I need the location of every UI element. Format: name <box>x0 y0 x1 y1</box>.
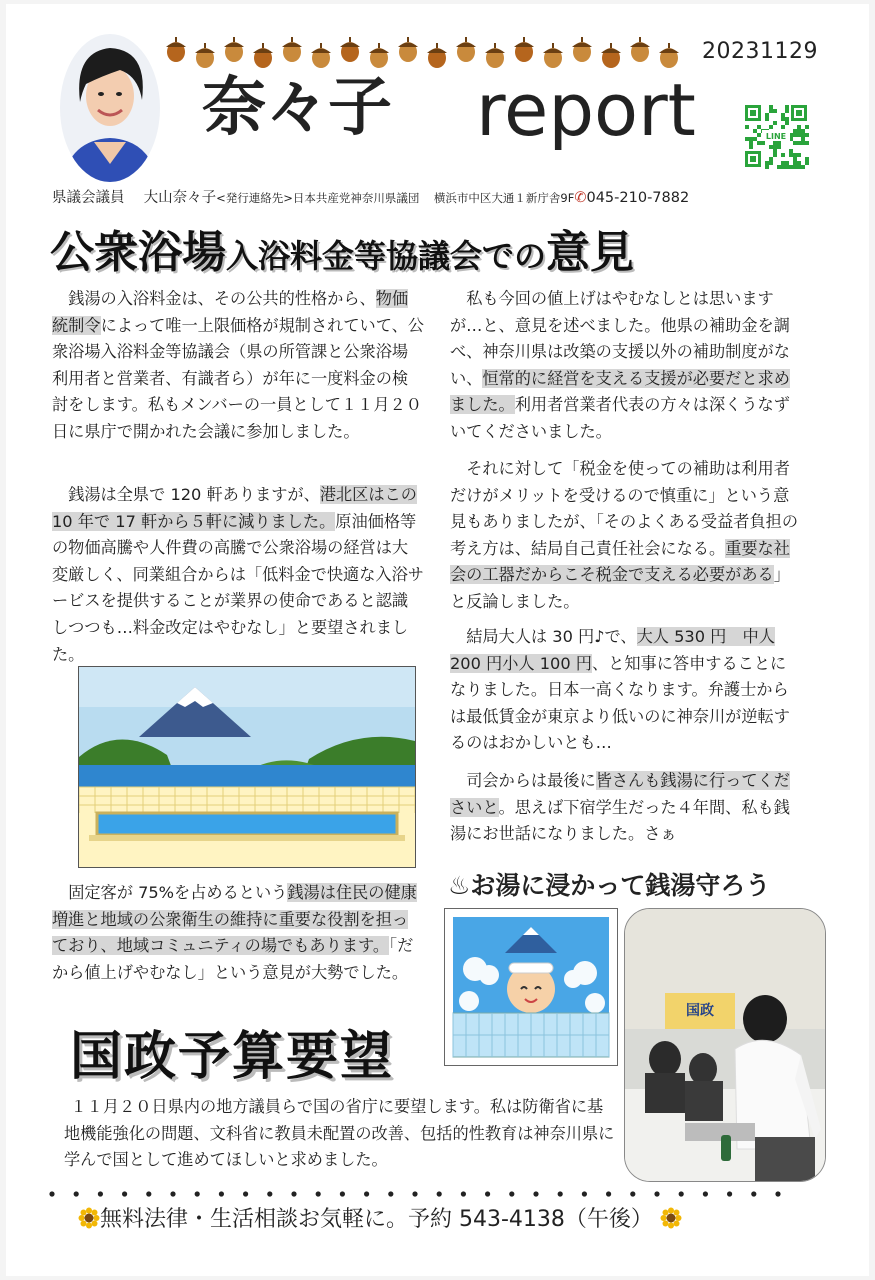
article2-body: １１月２０日県内の地方議員らで国の省庁に要望します。私は防衛省に基地機能強化の問題、文科省に教員未配置の改善、包括的性教育は神奈川県に学んで国として進めてほしいと求めました。 <box>64 1097 615 1170</box>
issue-date: 20231129 <box>702 39 818 64</box>
footer-consultation <box>78 1202 682 1233</box>
sento-slogan: ♨お湯に浸かって銭湯守ろう <box>448 871 771 900</box>
article2-heading: 国政予算要望 <box>70 1027 395 1087</box>
line-qr-code[interactable] <box>742 102 810 170</box>
photo-banner-text: 国政 <box>686 1003 714 1019</box>
contact-line <box>52 186 689 207</box>
author-portrait <box>58 30 162 182</box>
meeting-photo <box>624 908 826 1182</box>
address: 横浜市中区大通１新庁舎9F <box>433 191 575 205</box>
child-bathing-illustration <box>444 908 618 1066</box>
newsletter-title-jp: 奈々子 <box>202 71 391 145</box>
newsletter-page <box>6 4 869 1276</box>
dotted-divider <box>46 1188 786 1200</box>
article1-para5: それに対して「税金を使っての補助は利用者だけがメリットを受けるので慎重に」という意見もありましたが、「そのよくある受益者負担の考え方は、結局自己責任社会になる。重要な社会の工器だからこそ税金で支える必要がある」と反論しました。 <box>450 459 799 611</box>
article1-para7: 司会からは最後に皆さんも銭湯に行ってくださいと。思えば下宿学生だった４年間、私も銭湯にお世話になりました。さぁ <box>450 771 790 844</box>
article1-para2: 銭湯は全県で 120 軒ありますが、港北区はこの 10 年で 17 軒から５軒に減りました。原油価格等の物価高騰や人件費の高騰で公衆浴場の経営は大変厳しく、同業組合からは「低料金で快適な入浴サービスを提供することが業界の使命であると認識しつつも…料金改定はやむなし」と要望されました。 <box>52 485 424 664</box>
organization: 日本共産党神奈川県議団 <box>292 191 420 205</box>
phone-number: 045-210-7882 <box>586 190 690 206</box>
article1-para4: 私も今回の値上げはやむなしとは思いますが…と、意見を述べました。他県の補助金を調べ、神奈川県は改築の支援以外の補助制度がない、恒常的に経営を支える支援が必要だと求めました。利用者営業者代表の方々は深くうなずいてくださいました。 <box>450 289 790 441</box>
newsletter-title-en: report <box>476 68 696 152</box>
article1-para3: 固定客が 75%を占めるという銭湯は住民の健康増進と地域の公衆衛生の維持に重要な役割を担っており、地域コミュニティの場でもあります。「だから値上げやむなし」という意見が大勢でした。 <box>52 883 417 982</box>
qr-label: LINE <box>765 132 787 141</box>
sunflower-icon <box>660 1207 682 1229</box>
bathhouse-mural-illustration <box>78 666 416 868</box>
role: 県議会議員 <box>52 190 125 206</box>
article1-para6: 結局大人は 30 円♪で、大人 530 円 中人 200 円小人 100 円、と知事に答申することになりました。日本一高くなります。弁護士からは最低賃金が東京より低いのに神奈川が逆転するのはおかしいとも… <box>450 627 790 753</box>
phone-icon: ✆ <box>574 190 587 206</box>
sunflower-icon <box>78 1207 100 1229</box>
publisher-tag: <発行連絡先> <box>216 191 293 205</box>
acorn-decoration <box>166 32 686 72</box>
author-name: 大山奈々子 <box>143 190 217 206</box>
article1-para1: 銭湯の入浴料金は、その公共的性格から、物価統制令によって唯一上限価格が規制されていて、公衆浴場入浴料金等協議会（県の所管課と公衆浴場利用者と営業者、有識者ら）が年に一度料金の検討をします。私もメンバーの一員として１１月２０日に県庁で開かれた会議に参加しました。 <box>52 289 424 441</box>
article1-heading: 公衆浴場入浴料金等協議会での意見 <box>50 227 635 278</box>
footer-text: 無料法律・生活相談お気軽に。予約 543-4138（午後） <box>100 1207 653 1232</box>
